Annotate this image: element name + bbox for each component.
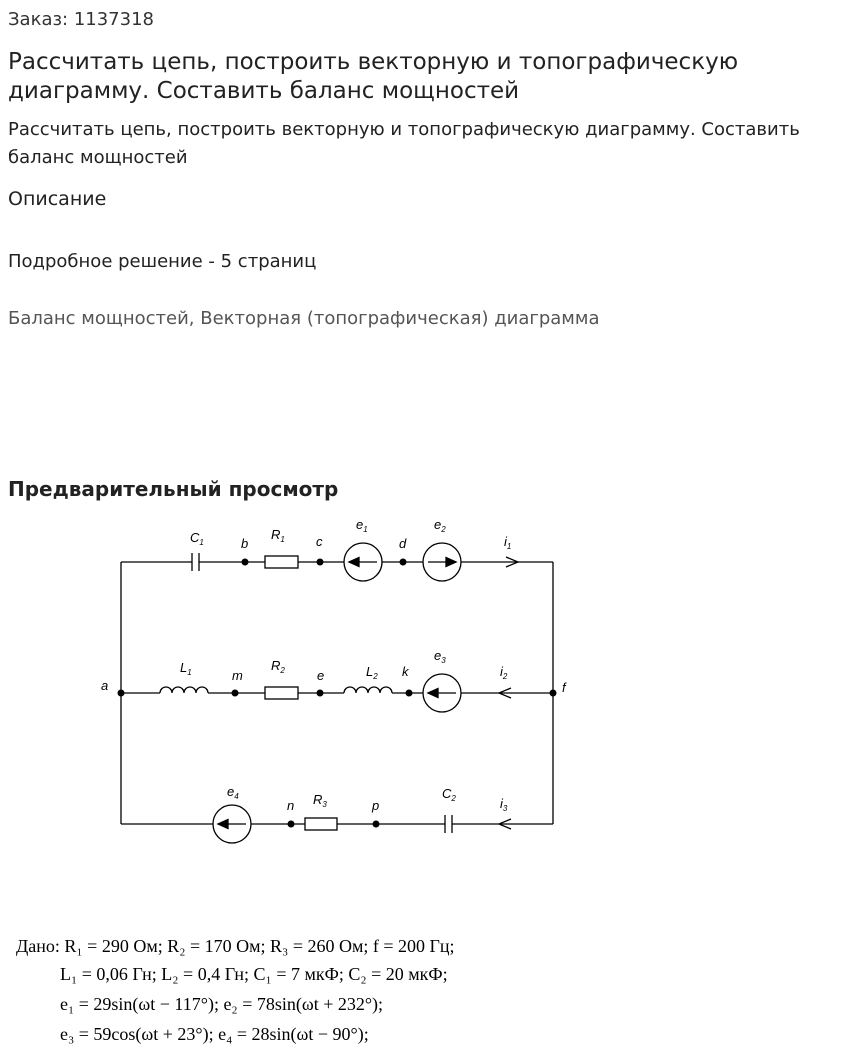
label-i1: $i_1$ (504, 534, 512, 551)
tag-link-power-balance[interactable]: Баланс мощностей (8, 308, 189, 329)
label-r1: $R_1$ (271, 527, 285, 544)
label-i2: $i_2$ (500, 664, 508, 681)
node-m-dot (232, 690, 239, 697)
node-a-dot (118, 690, 125, 697)
node-c-dot (317, 559, 324, 566)
given-data-formula (0, 928, 847, 1053)
node-d-dot (400, 559, 407, 566)
label-node-c: c (316, 534, 323, 549)
label-e4: $e_4$ (227, 784, 239, 801)
inductor-l2 (344, 687, 392, 693)
given-line-3: e₁ = 29sin(ωt − 117°); e₂ = 78sin(ωt + 232°); (60, 994, 384, 1014)
order-number: Заказ: 1137318 (8, 9, 154, 30)
tag-list (8, 308, 599, 329)
node-n-dot (288, 821, 295, 828)
label-c1: $C_1$ (190, 530, 204, 547)
source-e2-arrowhead (446, 558, 456, 567)
node-k-dot (406, 690, 413, 697)
node-f-dot (550, 690, 557, 697)
label-node-f: f (562, 680, 566, 695)
label-node-p: p (372, 798, 380, 813)
given-line-1: Дано: R₁ = 290 Ом; R₂ = 170 Ом; R₃ = 260 Ом; f = 200 Гц; (16, 936, 455, 956)
tag-link-vector-diagram[interactable]: Векторная (топографическая) диаграмма (200, 308, 600, 329)
label-e1: $e_1$ (356, 517, 368, 534)
label-e2: $e_2$ (434, 517, 446, 534)
resistor-r1 (265, 556, 298, 568)
circuit-diagram (0, 510, 847, 855)
label-node-b: b (241, 536, 249, 551)
label-node-a: a (101, 678, 109, 693)
resistor-r2 (265, 687, 298, 699)
tag-separator: , (188, 308, 201, 329)
label-e3: $e_3$ (434, 648, 446, 665)
page-title: Рассчитать цепь, построить векторную и топографическую диаграмму. Составить баланс мощностей (8, 49, 739, 104)
label-r3: $R_3$ (313, 792, 327, 809)
source-e4-arrowhead (218, 820, 228, 829)
label-node-e: e (317, 668, 325, 683)
node-e-dot (317, 690, 324, 697)
label-node-n: n (287, 798, 295, 813)
given-line-2: L₁ = 0,06 Гн; L₂ = 0,4 Гн; C₁ = 7 мкФ; C₂ = 20 мкФ; (60, 964, 448, 984)
source-e3-arrowhead (428, 689, 438, 698)
label-i3: $i_3$ (500, 796, 508, 813)
label-node-k: k (402, 664, 409, 679)
label-l2: $L_2$ (366, 664, 378, 681)
label-node-d: d (399, 536, 407, 551)
resistor-r3 (305, 818, 337, 830)
inductor-l1 (160, 687, 208, 693)
label-node-m: m (232, 668, 243, 683)
preview-heading: Предварительный просмотр (8, 477, 339, 501)
label-r2: $R_2$ (271, 658, 285, 675)
label-l1: $L_1$ (180, 660, 192, 677)
page-subtitle: Рассчитать цепь, построить векторную и топографическую диаграмму. Составить баланс мощностей (8, 119, 800, 168)
label-c2: $C_2$ (442, 786, 456, 803)
description-heading: Описание (8, 188, 107, 210)
node-b-dot (242, 559, 249, 566)
given-line-4: e₃ = 59cos(ωt + 23°); e₄ = 28sin(ωt − 90°); (60, 1024, 369, 1044)
source-e1-arrowhead (349, 558, 359, 567)
description-text: Подробное решение - 5 страниц (8, 251, 317, 272)
node-p-dot (373, 821, 380, 828)
